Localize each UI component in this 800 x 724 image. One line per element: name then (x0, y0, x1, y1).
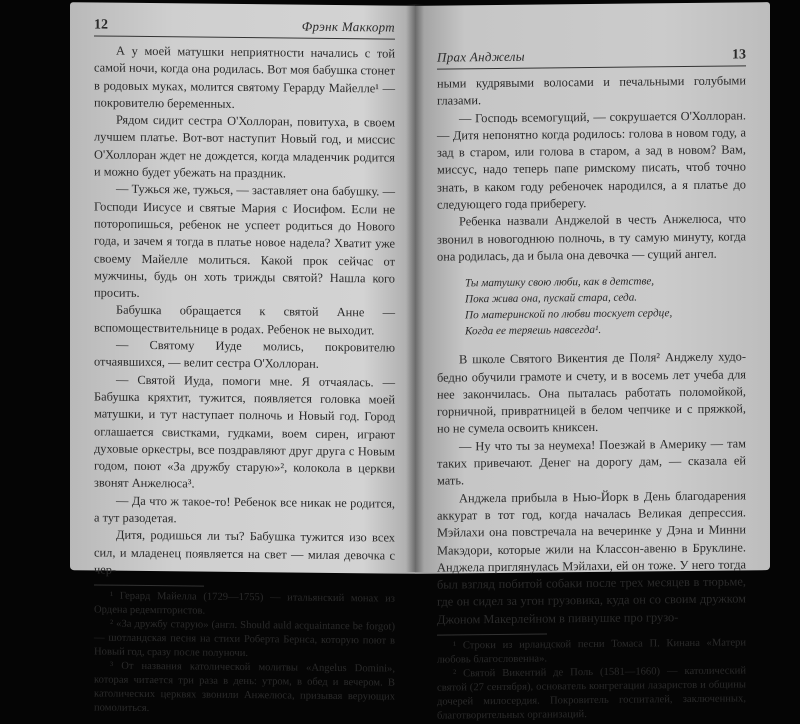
paragraph: Бабушка обращается к святой Анне — вспомоществительнице в родах. Ребенок не выходит. (94, 303, 395, 338)
paragraph: Ребенка назвали Анджелой в честь Анжелюса, что звонил в новогоднюю полночь, в ту самую минуту, когда она родилась, да и была она девочка — сущий ангел. (437, 211, 746, 264)
footnote: ¹ Строки из ирландской песни Томаса П. Кинана «Матери любовь благословенна». (437, 637, 746, 666)
paragraph: В школе Святого Викентия де Поля² Анджелу худо-бедно обучили грамоте и счету, и в восемь лет учеба для нее закончилась. Она пыталась работать поломойкой, горничной, привратницей в белом чепчике и с пряжкой, но не сумела освоить книксен. (437, 349, 746, 437)
book-spine-gutter (406, 4, 424, 572)
poem-line: Пока жива она, пускай стара, седа. (465, 291, 638, 306)
paragraph: — Святому Иуде молись, покровителю отчаявшихся, — велит сестра О'Холлоран. (94, 337, 395, 372)
paragraph: — Господь всемогущий, — сокрушается О'Холлоран. — Дитя непонятно когда родилось: голова в новом году, а зад в старом, или голова в старом, а зад в новом? Вам, миссус, надо теперь папе римскому писать, чтоб точно знать, в каком году ребеночек народился, а я платье до следующего года приберегу. (437, 107, 746, 212)
paragraph: — Святой Иуда, помоги мне. Я отчаялась. — Бабушка кряхтит, тужится, появляется головка моей матушки, и тут наступает полночь и Новый год. Город оглашается свистками, гудками, воем сирен, играют духовые оркестры, все поздравляют друг друга с Новым годом, поют «За дружбу старую»², колокола в церкви звонят Анжелюса³. (94, 372, 395, 491)
paragraph: — Да что ж такое-то! Ребенок все никак не родится, а тут разодетая. (94, 493, 395, 526)
right-running-header: Прах Анджелы (437, 48, 525, 65)
footnote: ³ От названия католической молитвы «Angelus Domini», которая читается три раза в день: утром, в обед и вечером. В католических церквях звонили Анжелюса, призывая верующих помолиться. (94, 660, 395, 715)
paragraph: Дитя, родишься ли ты? Бабушка тужится изо всех сил, и младенец появляется на свет — милая девочка с чер- (94, 527, 395, 577)
paragraph: Анджела прибыла в Нью-Йорк в День благодарения аккурат в тот год, когда началась Великая депрессия. Мэйлахи она повстречала на вечеринке у Дэна и Минни Макэдори, которые жили на Классон-авеню в Бруклине. Анджела приглянулась Мэйлахи, ей он тоже. У него тогда был взгляд побитой собаки после трех месяцев в тюрьме, где он сидел за угон грузовика, куда он со своим дружком Джоном Макерлейном в пивнушке про грузо- (437, 488, 746, 627)
footnote-divider (94, 585, 204, 587)
right-page (415, 2, 770, 722)
right-page-header (437, 46, 746, 69)
left-page-number: 12 (94, 17, 108, 33)
right-page-number: 13 (732, 47, 746, 63)
left-page (70, 2, 415, 715)
left-page-body (94, 42, 395, 581)
paragraph: А у моей матушки неприятности начались с той самой ночи, когда она родилась. Вот моя бабушка стонет в родовых муках, молится святому Герарду Майелле¹ — покровителю беременных. (94, 43, 395, 111)
open-book (70, 4, 770, 722)
paragraph: — Ну что ты за неумеха! Поезжай в Америку — там таких привечают. Денег на дорогу дам, — сказала ей мать. (437, 436, 746, 488)
paragraph: ными кудрявыми волосами и печальными голубыми глазами. (437, 73, 746, 108)
paragraph: Рядом сидит сестра О'Холлоран, повитуха, в своем лучшем платье. Вот-вот наступит Новый год, и миссис О'Холлоран ждет не дождется, когда младенчик родится и можно будет убежать на праздник. (94, 112, 395, 181)
left-footnotes (94, 590, 395, 719)
poem-line: Ты матушку свою люби, как в детстве, (465, 275, 655, 290)
right-footnotes (437, 636, 746, 723)
footnote-divider (437, 633, 547, 635)
footnote: ² «За дружбу старую» (англ. Should auld acquaintance be forgot) — шотландская песня на стихи Роберта Бернса, которую поют в Новый год, сразу после полуночи. (94, 618, 395, 660)
left-running-header: Фрэнк Маккорт (301, 18, 395, 35)
footnote: ² Святой Викентий де Поль (1581—1660) — католический святой (27 сентября), основатель конгрегации лазаристов и общины дочерей милосердия. Покровитель госпиталей, заключенных, благотворительных организаций. (437, 665, 746, 722)
poem-line: По материнской по любви тоскует сердце, (465, 307, 673, 322)
poem-line: Когда ее теряешь навсегда¹. (465, 324, 602, 338)
poem (465, 273, 746, 340)
paragraph: — Тужься же, тужься, — заставляет она бабушку. — Господи Иисусе и святые Мария с Иосифом. Если не поторопишься, ребенок не успеет родиться до Нового года, и зачем я тогда в платье новое надела? Хватит уже своему Майелле молиться. Какой прок сейчас от мужчины, будь он хоть трижды святой? Нашла кого просить. (94, 182, 395, 301)
left-page-header (94, 16, 395, 39)
footnote: ¹ Герард Майелла (1729—1755) — итальянский монах из Ордена редемптористов. (94, 590, 395, 617)
right-page-body (437, 72, 746, 628)
